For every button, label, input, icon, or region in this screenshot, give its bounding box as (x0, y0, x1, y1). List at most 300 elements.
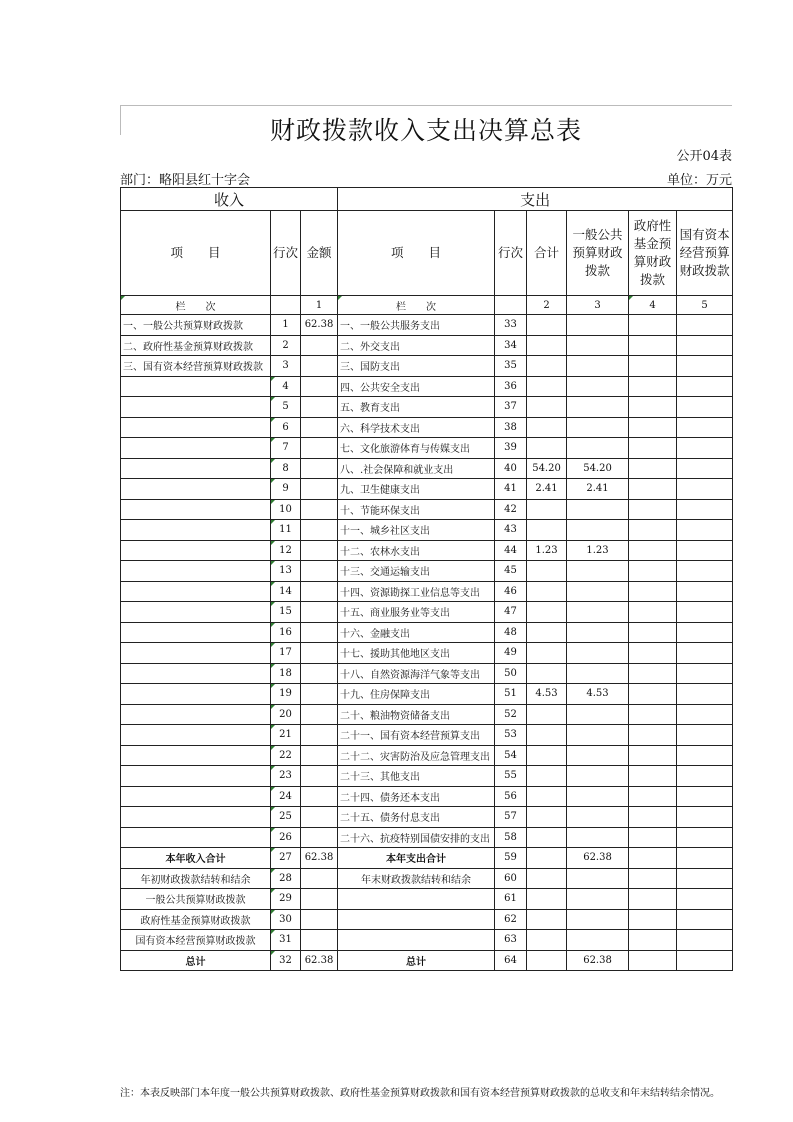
expense-general-budget (567, 602, 629, 623)
header-row-sections (121, 188, 733, 211)
expense-general-budget: 54.20 (567, 458, 629, 479)
expense-item: 十五、商业服务业等支出 (338, 602, 495, 623)
summary-expense-total (527, 889, 567, 910)
expense-state-capital (677, 499, 733, 520)
summary-general-budget (567, 868, 629, 889)
expense-general-budget (567, 622, 629, 643)
expense-total (527, 581, 567, 602)
expense-line-no: 38 (495, 417, 527, 438)
expense-state-capital (677, 725, 733, 746)
column-label-right: 栏 次 (338, 296, 495, 315)
expense-state-capital (677, 766, 733, 787)
table-row (121, 827, 733, 848)
income-line-no: 9 (271, 479, 301, 500)
summary-expense-total (527, 909, 567, 930)
expense-line-no: 55 (495, 766, 527, 787)
summary-row (121, 909, 733, 930)
expense-total (527, 417, 567, 438)
expense-item: 二十四、债务还本支出 (338, 786, 495, 807)
summary-income-item: 国有资本经营预算财政拨款 (121, 930, 271, 951)
expense-general-budget (567, 663, 629, 684)
income-item (121, 807, 271, 828)
income-amount: 62.38 (301, 315, 338, 336)
expense-line-no: 35 (495, 356, 527, 377)
expense-general-budget (567, 561, 629, 582)
income-line-no: 1 (271, 315, 301, 336)
expense-general-budget (567, 356, 629, 377)
expense-total (527, 356, 567, 377)
income-item (121, 479, 271, 500)
table-row (121, 807, 733, 828)
income-line-no: 13 (271, 561, 301, 582)
summary-expense-item (338, 889, 495, 910)
expense-general-budget (567, 643, 629, 664)
summary-income-amount: 62.38 (301, 848, 338, 869)
column-blank-left (271, 296, 301, 315)
report-title: 财政拨款收入支出决算总表 (269, 116, 582, 145)
expense-state-capital (677, 376, 733, 397)
summary-expense-item: 总计 (338, 950, 495, 971)
table-row (121, 479, 733, 500)
income-amount (301, 827, 338, 848)
expense-state-capital (677, 684, 733, 705)
expense-item: 八、.社会保障和就业支出 (338, 458, 495, 479)
expense-general-budget (567, 745, 629, 766)
table-row (121, 397, 733, 418)
expense-gov-fund (629, 397, 677, 418)
column-label-left: 栏 次 (121, 296, 271, 315)
expense-gov-fund (629, 376, 677, 397)
column-number-2: 2 (527, 296, 567, 315)
expense-line-no: 45 (495, 561, 527, 582)
expense-general-budget: 1.23 (567, 540, 629, 561)
income-amount (301, 602, 338, 623)
expense-gov-fund (629, 438, 677, 459)
expense-general-budget (567, 315, 629, 336)
expense-gov-fund (629, 827, 677, 848)
expense-general-budget (567, 827, 629, 848)
table-row (121, 335, 733, 356)
summary-state-capital (677, 909, 733, 930)
expense-line-no: 44 (495, 540, 527, 561)
expense-total (527, 602, 567, 623)
expense-total (527, 827, 567, 848)
expense-state-capital (677, 561, 733, 582)
summary-gov-fund (629, 889, 677, 910)
summary-general-budget (567, 909, 629, 930)
expense-gov-fund (629, 499, 677, 520)
expense-gov-fund (629, 704, 677, 725)
income-line-no: 5 (271, 397, 301, 418)
table-row (121, 581, 733, 602)
expense-item: 七、文化旅游体育与传媒支出 (338, 438, 495, 459)
income-amount (301, 499, 338, 520)
expense-state-capital (677, 786, 733, 807)
summary-income-amount (301, 889, 338, 910)
income-line-no: 20 (271, 704, 301, 725)
expense-total (527, 807, 567, 828)
expense-line-no: 58 (495, 827, 527, 848)
expense-gov-fund (629, 581, 677, 602)
summary-income-line-no: 29 (271, 889, 301, 910)
table-row (121, 315, 733, 336)
expense-gov-fund (629, 622, 677, 643)
table-row (121, 663, 733, 684)
expense-total (527, 376, 567, 397)
income-line-no: 22 (271, 745, 301, 766)
expense-state-capital (677, 520, 733, 541)
income-line-no: 12 (271, 540, 301, 561)
expense-total (527, 520, 567, 541)
expense-total (527, 397, 567, 418)
income-line-no: 23 (271, 766, 301, 787)
summary-state-capital (677, 950, 733, 971)
income-line-no: 21 (271, 725, 301, 746)
table-row (121, 684, 733, 705)
expense-state-capital (677, 643, 733, 664)
summary-income-line-no: 30 (271, 909, 301, 930)
expense-state-capital (677, 458, 733, 479)
expense-state-capital (677, 807, 733, 828)
income-amount (301, 540, 338, 561)
summary-state-capital (677, 930, 733, 951)
summary-expense-line-no: 64 (495, 950, 527, 971)
expense-gov-fund (629, 417, 677, 438)
column-number-1: 1 (301, 296, 338, 315)
expense-line-no: 46 (495, 581, 527, 602)
expense-gov-fund (629, 766, 677, 787)
expense-line-no: 54 (495, 745, 527, 766)
expense-state-capital (677, 417, 733, 438)
expense-general-budget (567, 786, 629, 807)
expense-state-capital (677, 540, 733, 561)
expense-line-no: 33 (495, 315, 527, 336)
table-row (121, 417, 733, 438)
summary-gov-fund (629, 950, 677, 971)
expense-total (527, 438, 567, 459)
summary-row (121, 930, 733, 951)
table-row (121, 704, 733, 725)
income-amount (301, 417, 338, 438)
expense-line-no: 49 (495, 643, 527, 664)
expense-gov-fund (629, 684, 677, 705)
expense-total (527, 643, 567, 664)
summary-income-line-no: 31 (271, 930, 301, 951)
summary-income-amount: 62.38 (301, 950, 338, 971)
income-item (121, 663, 271, 684)
expense-total: 54.20 (527, 458, 567, 479)
expense-line-no: 51 (495, 684, 527, 705)
expense-gov-fund (629, 540, 677, 561)
expense-item: 十八、自然资源海洋气象等支出 (338, 663, 495, 684)
income-item (121, 397, 271, 418)
summary-row (121, 950, 733, 971)
expense-line-no: 48 (495, 622, 527, 643)
expense-line-no: 39 (495, 438, 527, 459)
summary-income-amount (301, 909, 338, 930)
expense-item: 十、节能环保支出 (338, 499, 495, 520)
expense-item: 十四、资源勘探工业信息等支出 (338, 581, 495, 602)
expense-total (527, 335, 567, 356)
expense-state-capital (677, 356, 733, 377)
income-line-no: 25 (271, 807, 301, 828)
column-number-row (121, 296, 733, 315)
expense-state-capital (677, 315, 733, 336)
summary-gov-fund (629, 848, 677, 869)
column-number-5: 5 (677, 296, 733, 315)
table-row (121, 458, 733, 479)
expense-total (527, 561, 567, 582)
column-number-3: 3 (567, 296, 629, 315)
expense-state-capital (677, 704, 733, 725)
expense-total (527, 704, 567, 725)
income-line-no: 8 (271, 458, 301, 479)
expense-total (527, 766, 567, 787)
summary-income-amount (301, 868, 338, 889)
income-item (121, 786, 271, 807)
income-amount (301, 356, 338, 377)
state-capital-header: 国有资本经营预算财政拨款 (677, 211, 733, 296)
expense-gov-fund (629, 561, 677, 582)
summary-expense-line-no: 61 (495, 889, 527, 910)
income-item-header: 项 目 (121, 211, 271, 296)
summary-income-item: 政府性基金预算财政拨款 (121, 909, 271, 930)
expense-line-no: 40 (495, 458, 527, 479)
expense-item: 十三、交通运输支出 (338, 561, 495, 582)
expense-gov-fund (629, 479, 677, 500)
expense-total (527, 663, 567, 684)
summary-general-budget (567, 930, 629, 951)
expense-gov-fund (629, 315, 677, 336)
expense-general-budget (567, 397, 629, 418)
expense-header: 支出 (338, 188, 733, 211)
expense-line-no: 50 (495, 663, 527, 684)
expense-item: 二十六、抗疫特别国债安排的支出 (338, 827, 495, 848)
expense-general-budget (567, 438, 629, 459)
expense-total: 2.41 (527, 479, 567, 500)
income-line-no: 19 (271, 684, 301, 705)
expense-item: 二十三、其他支出 (338, 766, 495, 787)
expense-total: 1.23 (527, 540, 567, 561)
income-line-no: 11 (271, 520, 301, 541)
income-line-no: 18 (271, 663, 301, 684)
income-item: 一、一般公共预算财政拨款 (121, 315, 271, 336)
expense-total (527, 622, 567, 643)
expense-item: 十六、金融支出 (338, 622, 495, 643)
expense-state-capital (677, 827, 733, 848)
income-item: 三、国有资本经营预算财政拨款 (121, 356, 271, 377)
column-blank-right (495, 296, 527, 315)
expense-state-capital (677, 745, 733, 766)
expense-gov-fund (629, 745, 677, 766)
expense-gov-fund (629, 725, 677, 746)
budget-table (120, 187, 733, 971)
summary-expense-line-no: 59 (495, 848, 527, 869)
department-label: 部门：略阳县红十字会 (120, 173, 251, 188)
expense-general-budget (567, 520, 629, 541)
expense-state-capital (677, 335, 733, 356)
summary-general-budget: 62.38 (567, 848, 629, 869)
summary-income-item: 年初财政拨款结转和结余 (121, 868, 271, 889)
income-amount (301, 438, 338, 459)
income-item: 二、政府性基金预算财政拨款 (121, 335, 271, 356)
expense-state-capital (677, 602, 733, 623)
income-line-no: 4 (271, 376, 301, 397)
summary-gov-fund (629, 868, 677, 889)
expense-line-no: 34 (495, 335, 527, 356)
income-amount (301, 479, 338, 500)
general-budget-header: 一般公共预算财政拨款 (567, 211, 629, 296)
expense-line-no: 52 (495, 704, 527, 725)
income-line-no: 24 (271, 786, 301, 807)
summary-income-line-no: 28 (271, 868, 301, 889)
table-row (121, 725, 733, 746)
table-row (121, 602, 733, 623)
expense-item: 九、卫生健康支出 (338, 479, 495, 500)
expense-item: 二十二、灾害防治及应急管理支出 (338, 745, 495, 766)
unit-label: 单位：万元 (666, 173, 732, 188)
table-row (121, 786, 733, 807)
table-row (121, 499, 733, 520)
income-item (121, 499, 271, 520)
expense-item: 六、科学技术支出 (338, 417, 495, 438)
expense-item: 十一、城乡社区支出 (338, 520, 495, 541)
summary-expense-line-no: 60 (495, 868, 527, 889)
summary-state-capital (677, 848, 733, 869)
expense-state-capital (677, 397, 733, 418)
income-item (121, 520, 271, 541)
income-line-no: 2 (271, 335, 301, 356)
table-row (121, 766, 733, 787)
expense-general-budget: 2.41 (567, 479, 629, 500)
income-amount (301, 397, 338, 418)
income-item (121, 643, 271, 664)
income-item (121, 540, 271, 561)
income-item (121, 581, 271, 602)
summary-expense-item (338, 930, 495, 951)
expense-general-budget (567, 766, 629, 787)
expense-gov-fund (629, 458, 677, 479)
income-amount (301, 561, 338, 582)
gov-fund-header: 政府性基金预算财政拨款 (629, 211, 677, 296)
expense-item: 二十、粮油物资储备支出 (338, 704, 495, 725)
expense-general-budget (567, 417, 629, 438)
expense-line-no: 43 (495, 520, 527, 541)
expense-line-no: 57 (495, 807, 527, 828)
expense-item: 三、国防支出 (338, 356, 495, 377)
income-line-no: 7 (271, 438, 301, 459)
expense-line-no: 41 (495, 479, 527, 500)
expense-general-budget (567, 581, 629, 602)
table-row (121, 622, 733, 643)
expense-total (527, 499, 567, 520)
table-row (121, 561, 733, 582)
table-row (121, 356, 733, 377)
income-amount (301, 376, 338, 397)
expense-item: 二十一、国有资本经营预算支出 (338, 725, 495, 746)
header-row-columns (121, 211, 733, 296)
income-amount (301, 622, 338, 643)
income-line-no: 17 (271, 643, 301, 664)
summary-row (121, 848, 733, 869)
expense-gov-fund (629, 602, 677, 623)
income-amount-header: 金额 (301, 211, 338, 296)
expense-gov-fund (629, 807, 677, 828)
expense-line-no: 42 (495, 499, 527, 520)
summary-general-budget (567, 889, 629, 910)
expense-state-capital (677, 479, 733, 500)
expense-item: 四、公共安全支出 (338, 376, 495, 397)
expense-item-header: 项 目 (338, 211, 495, 296)
table-body (121, 188, 733, 971)
expense-state-capital (677, 663, 733, 684)
expense-line-header: 行次 (495, 211, 527, 296)
income-item (121, 745, 271, 766)
income-line-no: 16 (271, 622, 301, 643)
summary-expense-total (527, 930, 567, 951)
table-row (121, 438, 733, 459)
income-line-no: 10 (271, 499, 301, 520)
income-amount (301, 766, 338, 787)
expense-state-capital (677, 438, 733, 459)
expense-general-budget: 4.53 (567, 684, 629, 705)
expense-general-budget (567, 725, 629, 746)
table-row (121, 745, 733, 766)
expense-total (527, 786, 567, 807)
summary-expense-item: 年末财政拨款结转和结余 (338, 868, 495, 889)
income-line-no: 15 (271, 602, 301, 623)
expense-item: 一、一般公共服务支出 (338, 315, 495, 336)
summary-row (121, 889, 733, 910)
summary-state-capital (677, 889, 733, 910)
expense-total (527, 725, 567, 746)
expense-general-budget (567, 335, 629, 356)
expense-item: 十二、农林水支出 (338, 540, 495, 561)
income-amount (301, 786, 338, 807)
income-amount (301, 520, 338, 541)
income-amount (301, 581, 338, 602)
summary-expense-total (527, 848, 567, 869)
expense-item: 二、外交支出 (338, 335, 495, 356)
income-item (121, 438, 271, 459)
summary-income-amount (301, 930, 338, 951)
expense-line-no: 36 (495, 376, 527, 397)
income-item (121, 766, 271, 787)
expense-gov-fund (629, 520, 677, 541)
expense-general-budget (567, 704, 629, 725)
expense-line-no: 56 (495, 786, 527, 807)
expense-total (527, 315, 567, 336)
income-amount (301, 725, 338, 746)
income-line-no: 14 (271, 581, 301, 602)
expense-total-header: 合计 (527, 211, 567, 296)
income-amount (301, 458, 338, 479)
expense-item: 二十五、债务付息支出 (338, 807, 495, 828)
income-item (121, 458, 271, 479)
income-amount (301, 684, 338, 705)
income-header: 收入 (121, 188, 338, 211)
summary-expense-line-no: 63 (495, 930, 527, 951)
summary-expense-total (527, 950, 567, 971)
expense-line-no: 37 (495, 397, 527, 418)
expense-total: 4.53 (527, 684, 567, 705)
income-amount (301, 745, 338, 766)
expense-general-budget (567, 376, 629, 397)
summary-gov-fund (629, 909, 677, 930)
expense-item: 五、教育支出 (338, 397, 495, 418)
sheet-top-border (120, 105, 732, 106)
income-line-no: 26 (271, 827, 301, 848)
